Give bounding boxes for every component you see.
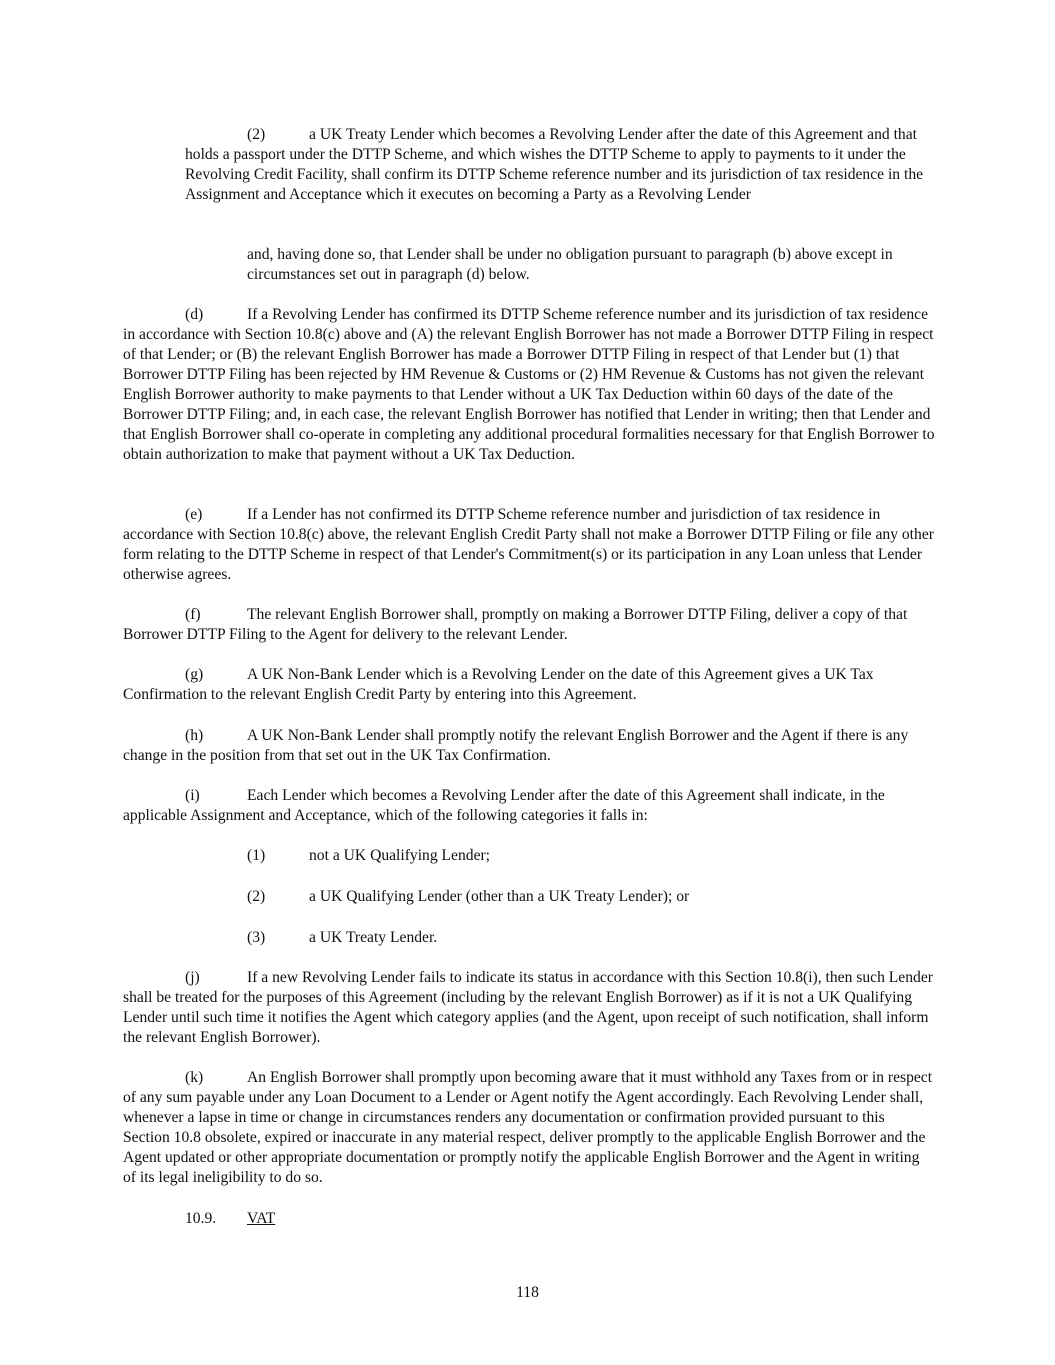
category-item [247, 928, 437, 948]
paragraph-text: A UK Non-Bank Lender shall promptly notify the relevant English Borrower and the Agent if there is any change in the position from that set out in the UK Tax Confirmation. [123, 727, 909, 764]
paragraph-text: If a Lender has not confirmed its DTTP Scheme reference number and jurisdiction of tax residence in accordance with Section 10.8(c) above, the relevant English Credit Party shall not make a Borrower DTTP Filing or file any other form relating to the DTTP Scheme in respect of that Lender's Commitment(s) or its participation in any Loan unless that Lender otherwise agrees. [123, 506, 934, 583]
section-heading [185, 1209, 275, 1229]
section-title: VAT [247, 1210, 276, 1227]
paragraph-f [123, 605, 935, 645]
paragraph-label: (f) [185, 606, 201, 623]
paragraph-i [123, 786, 935, 826]
paragraph-continuation: and, having done so, that Lender shall be under no obligation pursuant to paragraph (b) above except in circumstances set out in paragraph (d) below. [247, 246, 893, 283]
category-item [247, 887, 689, 907]
paragraph-label: (d) [185, 306, 204, 323]
category-item [247, 846, 490, 866]
paragraph-text: If a new Revolving Lender fails to indicate its status in accordance with this Section 10.8(i), then such Lender shall be treated for the purposes of this Agreement (including by the relevant English Borrower) as if it is not a UK Qualifying Lender until such time it notifies the Agent which category applies (and the Agent, upon receipt of such notification, shall inform the relevant English Borrower). [123, 969, 933, 1046]
paragraph-e [123, 505, 935, 585]
paragraph-label: (g) [185, 666, 204, 683]
paragraph-k [123, 1068, 935, 1188]
page-number: 118 [516, 1284, 539, 1301]
paragraph-label: (e) [185, 506, 203, 523]
paragraph-c2 [185, 125, 935, 205]
paragraph-label: (k) [185, 1069, 204, 1086]
category-text: a UK Qualifying Lender (other than a UK Treaty Lender); or [309, 888, 690, 905]
paragraph-text: a UK Treaty Lender which becomes a Revolving Lender after the date of this Agreement and that holds a passport under the DTTP Scheme, and which wishes the DTTP Scheme to apply to payments to it under the Revolving Credit Facility, shall confirm its DTTP Scheme reference number and its jurisdiction of tax residence in the Assignment and Acceptance which it executes on becoming a Party as a Revolving Lender [185, 126, 924, 203]
paragraph-d [123, 305, 935, 465]
paragraph-label: (j) [185, 969, 200, 986]
paragraph-label: (2) [247, 126, 266, 143]
paragraph-g [123, 665, 935, 705]
category-label: (3) [247, 929, 266, 946]
category-text: not a UK Qualifying Lender; [309, 847, 491, 864]
category-text: a UK Treaty Lender. [309, 929, 438, 946]
paragraph-text: Each Lender which becomes a Revolving Lender after the date of this Agreement shall indicate, in the applicable Assignment and Acceptance, which of the following categories it falls in: [123, 787, 885, 824]
paragraph-text: The relevant English Borrower shall, promptly on making a Borrower DTTP Filing, deliver a copy of that Borrower DTTP Filing to the Agent for delivery to the relevant Lender. [123, 606, 908, 643]
category-label: (1) [247, 847, 266, 864]
section-number: 10.9. [185, 1210, 217, 1227]
paragraph-h [123, 726, 935, 766]
paragraph-label: (h) [185, 727, 204, 744]
paragraph-text: An English Borrower shall promptly upon becoming aware that it must withhold any Taxes from or in respect of any sum payable under any Loan Document to a Lender or Agent notify the Agent accordingly. Each Revolving Lender shall, whenever a lapse in time or change in circumstances renders any documentation or confirmation provided pursuant to this Section 10.8 obsolete, expired or inaccurate in any material respect, deliver promptly to the applicable English Borrower and the Agent updated or other appropriate documentation or promptly notify the applicable English Borrower and the Agent in writing of its legal ineligibility to do so. [123, 1069, 933, 1186]
paragraph-text: If a Revolving Lender has confirmed its DTTP Scheme reference number and its jurisdiction of tax residence in accordance with Section 10.8(c) above and (A) the relevant English Borrower has not made a Borrower DTTP Filing in respect of that Lender; or (B) the relevant English Borrower has made a Borrower DTTP Filing in respect of that Lender but (1) that Borrower DTTP Filing has been rejected by HM Revenue & Customs or (2) HM Revenue & Customs has not given the relevant English Borrower authority to make payments to that Lender without a UK Tax Deduction within 60 days of the date of the Borrower DTTP Filing; and, in each case, the relevant English Borrower has notified that Lender in writing; then that Lender and that English Borrower shall co-operate in completing any additional procedural formalities necessary for that English Borrower to obtain authorization to make that payment without a UK Tax Deduction. [123, 306, 935, 463]
paragraph-text: A UK Non-Bank Lender which is a Revolving Lender on the date of this Agreement gives a UK Tax Confirmation to the relevant English Credit Party by entering into this Agreement. [123, 666, 874, 703]
category-label: (2) [247, 888, 266, 905]
paragraph-label: (i) [185, 787, 200, 804]
paragraph-j [123, 968, 935, 1048]
